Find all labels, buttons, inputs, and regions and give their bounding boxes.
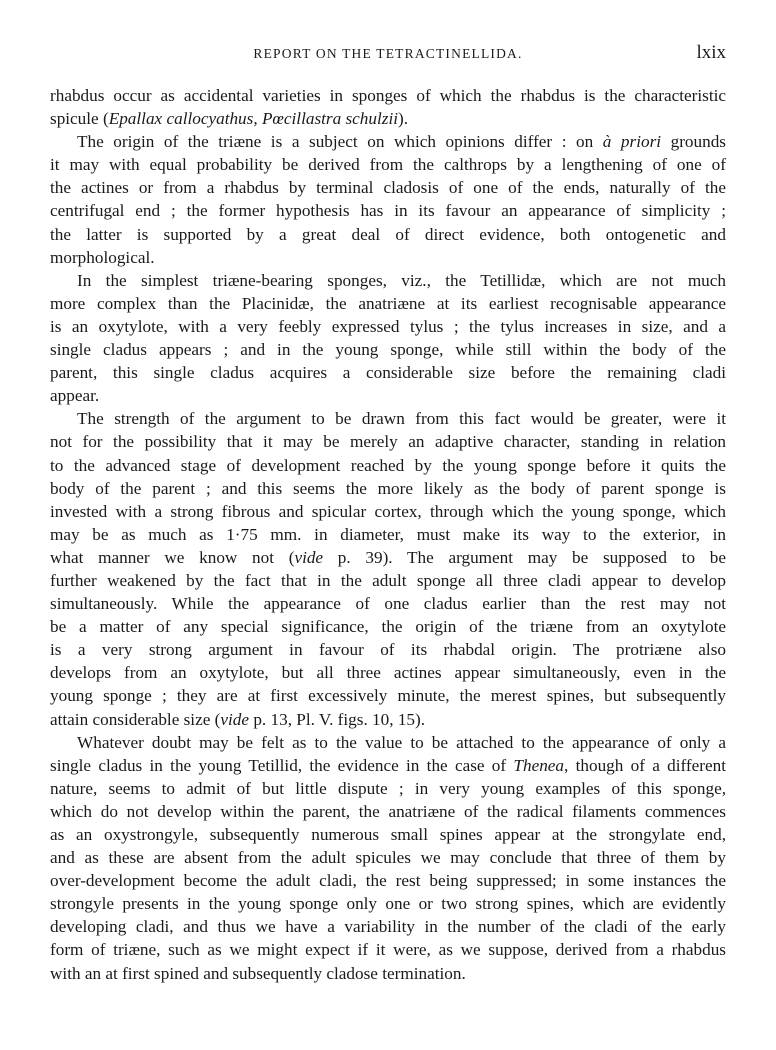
text-line [50, 430, 726, 453]
text-line [50, 269, 726, 292]
text-segment: p. 39). The argument may be supposed to be [323, 547, 726, 567]
text-segment: Whatever doubt may be felt as to the value to be attached to the appearance of only a [77, 732, 726, 752]
text-segment: which do not develop within the parent, the anatriæne of the radical filaments commences [50, 801, 726, 821]
text-line [50, 569, 726, 592]
text-segment: the latter is supported by a great deal of direct evidence, both ontogenetic and [50, 224, 726, 244]
text-line [50, 223, 726, 246]
running-title: REPORT ON THE TETRACTINELLIDA. [253, 46, 523, 61]
italic-text: vide [294, 547, 324, 567]
text-line [50, 708, 726, 731]
text-line [50, 684, 726, 707]
text-segment: over-development become the adult cladi, the rest being suppressed; in some instances the [50, 871, 726, 891]
paragraph [50, 269, 726, 408]
text-segment: spicule ( [50, 109, 109, 129]
text-line [50, 800, 726, 823]
text-segment: morphological. [50, 247, 155, 267]
text-line [50, 384, 726, 407]
text-segment: grounds [661, 132, 726, 152]
text-line [50, 962, 726, 985]
text-segment: with an at first spined and subsequently cladose termination. [50, 963, 466, 983]
text-segment: develops from an oxytylote, but all three actines appear simultaneously, even in the [50, 663, 726, 683]
text-segment: developing cladi, and thus we have a variability in the number of the cladi of the early [50, 917, 726, 937]
text-segment: centrifugal end ; the former hypothesis has in its favour an appearance of simplicity ; [50, 201, 726, 221]
text-segment: rhabdus occur as accidental varieties in sponges of which the rhabdus is the characteristic [50, 86, 726, 105]
text-segment: as an oxystrongyle, subsequently numerous small spines appear at the strongylate end, [50, 825, 726, 844]
text-line [50, 892, 726, 915]
text-line [50, 292, 726, 315]
text-segment: to the advanced stage of development reached by the young sponge before it quits the [50, 455, 726, 475]
text-line [50, 823, 726, 846]
text-segment: the actines or from a rhabdus by terminal cladosis of one of the ends, naturally of the [50, 178, 726, 198]
text-segment: In the simplest triæne-bearing sponges, viz., the Tetillidæ, which are not much [77, 270, 726, 290]
text-line [50, 661, 726, 684]
text-line [50, 731, 726, 754]
text-line [50, 361, 726, 384]
text-line [50, 199, 726, 222]
italic-text: à priori [602, 132, 662, 152]
text-line [50, 130, 726, 153]
body-text [50, 84, 726, 985]
text-segment: be a matter of any special significance, the origin of the triæne from an oxytylote [50, 617, 726, 637]
text-line [50, 915, 726, 938]
text-segment: strongyle presents in the young sponge only one or two strong spines, which are evidently [50, 894, 726, 914]
text-line [50, 754, 726, 777]
text-segment: is an oxytylote, with a very feebly expressed tylus ; the tylus increases in size, and a [50, 316, 726, 336]
text-line [50, 615, 726, 638]
text-line [50, 454, 726, 477]
text-segment: simultaneously. While the appearance of one cladus earlier than the rest may not [50, 594, 726, 614]
italic-text: Thenea [513, 755, 565, 775]
text-segment: The origin of the triæne is a subject on which opinions differ : on [77, 132, 603, 152]
text-line [50, 246, 726, 269]
text-segment: appear. [50, 386, 100, 406]
text-segment: single cladus in the young Tetillid, the evidence in the case of [50, 755, 514, 775]
text-segment: young sponge ; they are at first excessively minute, the merest spines, but subsequently [50, 686, 726, 706]
text-segment: is a very strong argument in favour of its rhabdal origin. The protriæne also [50, 640, 726, 660]
italic-text: vide [220, 709, 250, 729]
text-segment: p. 13, Pl. V. figs. 10, 15). [249, 709, 426, 729]
text-line [50, 338, 726, 361]
page-number: lxix [696, 42, 726, 63]
text-segment: form of triæne, such as we might expect if it were, as we suppose, derived from a rhabdus [50, 940, 726, 960]
text-segment: single cladus appears ; and in the young sponge, while still within the body of the [50, 340, 726, 360]
text-line [50, 176, 726, 199]
text-line [50, 477, 726, 500]
text-segment: parent, this single cladus acquires a considerable size before the remaining cladi [50, 363, 726, 383]
text-line [50, 938, 726, 961]
paragraph [50, 130, 726, 269]
text-line [50, 546, 726, 569]
text-segment: not for the possibility that it may be merely an adaptive character, standing in relation [50, 432, 726, 452]
paragraph [50, 407, 726, 730]
text-segment: invested with a strong fibrous and spicular cortex, through which the young sponge, which [50, 501, 726, 521]
text-segment: body of the parent ; and this seems the more likely as the body of parent sponge is [50, 478, 726, 498]
page-header [50, 42, 726, 64]
text-segment: ). [398, 109, 409, 129]
text-line [50, 153, 726, 176]
text-segment: more complex than the Placinidæ, the anatriæne at its earliest recognisable appearance [50, 293, 726, 313]
text-line [50, 846, 726, 869]
text-line [50, 407, 726, 430]
text-line [50, 500, 726, 523]
italic-text: Epallax callocyathus, Pœcillastra schulzii [108, 109, 399, 129]
text-line [50, 523, 726, 546]
paragraph [50, 731, 726, 985]
text-segment: nature, seems to admit of but little dispute ; in very young examples of this sponge, [50, 778, 726, 798]
text-segment: , though of a different [564, 755, 726, 775]
text-line [50, 777, 726, 800]
text-line [50, 315, 726, 338]
text-segment: attain considerable size ( [50, 709, 221, 729]
text-line [50, 869, 726, 892]
text-segment: and as these are absent from the adult spicules we may conclude that three of them by [50, 848, 726, 868]
paragraph [50, 84, 726, 130]
text-line [50, 638, 726, 661]
text-line [50, 107, 726, 130]
text-segment: The strength of the argument to be drawn from this fact would be greater, were it [77, 409, 726, 429]
text-segment: may be as much as 1·75 mm. in diameter, must make its way to the exterior, in [50, 524, 726, 544]
text-segment: what manner we know not ( [50, 547, 295, 567]
text-line [50, 84, 726, 107]
text-segment: further weakened by the fact that in the adult sponge all three cladi appear to develop [50, 570, 726, 590]
text-segment: it may with equal probability be derived from the calthrops by a lengthening of one of [50, 155, 726, 175]
text-line [50, 592, 726, 615]
